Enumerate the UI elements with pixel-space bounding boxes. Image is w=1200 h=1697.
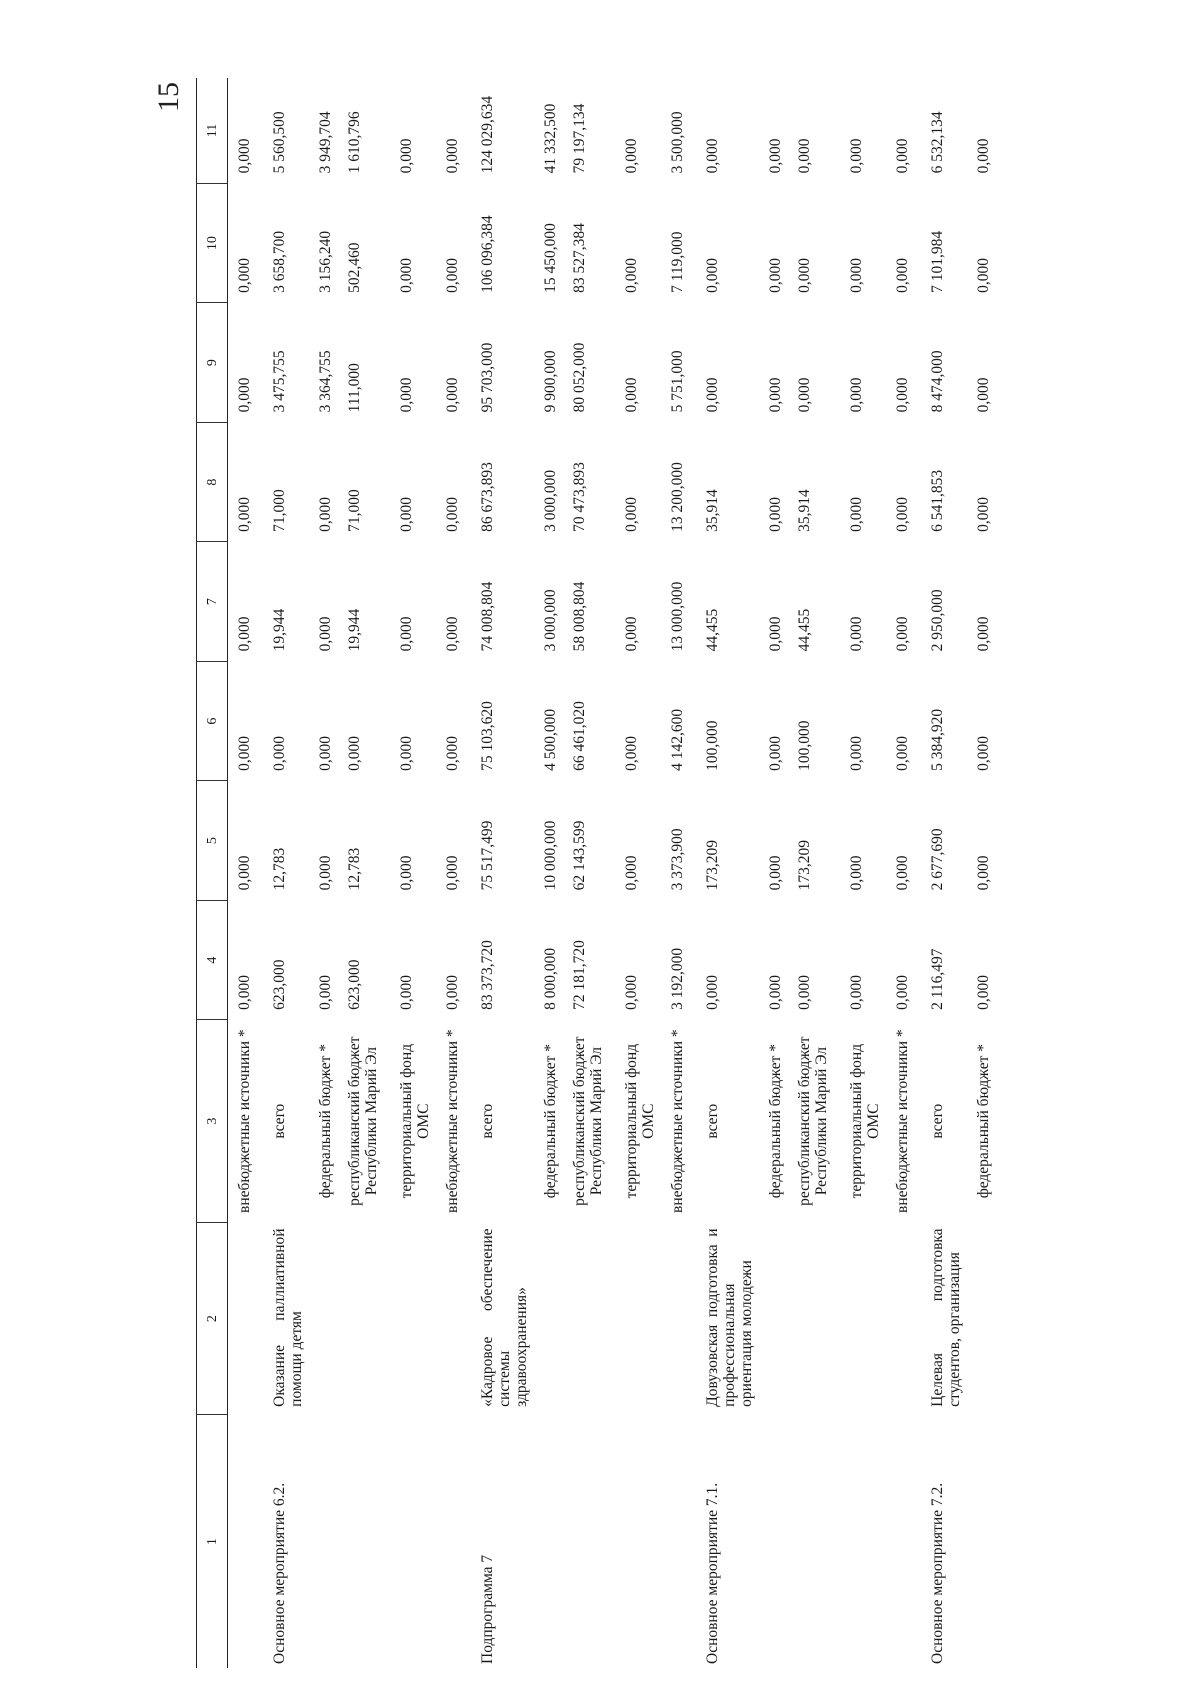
amount-cell: 83 527,384: [571, 223, 588, 293]
amount-cell: 0,000: [236, 377, 253, 413]
measure-description-cell: [967, 1222, 996, 1414]
amount-cell: 10 000,000: [542, 820, 559, 891]
amount-cell: 100,000: [704, 720, 721, 771]
column-header: 2: [197, 1222, 228, 1414]
amount-cell: 0,000: [236, 736, 253, 771]
funding-source-cell: республиканский бюджет Республики Марий Эл: [571, 1036, 605, 1206]
funding-source-cell: всего: [929, 1103, 946, 1139]
measure-description-cell: [228, 1222, 258, 1414]
amount-cell: 0,000: [444, 138, 461, 174]
amount-cell: 0,000: [704, 975, 721, 1010]
amount-cell: 80 052,000: [571, 342, 588, 413]
measure-description-cell: [788, 1222, 834, 1414]
amount-cell: 623,000: [346, 959, 363, 1010]
amount-cell: 106 096,384: [479, 215, 496, 293]
amount-cell: 0,000: [894, 497, 911, 532]
amount-cell: 13 200,000: [669, 462, 686, 532]
amount-cell: 0,000: [975, 497, 992, 532]
amount-cell: 0,000: [767, 855, 784, 891]
amount-cell: 0,000: [894, 377, 911, 413]
amount-cell: 0,000: [623, 616, 640, 652]
measure-description-cell: [436, 1222, 465, 1414]
amount-cell: 0,000: [704, 258, 721, 293]
amount-cell: 0,000: [398, 736, 415, 771]
measure-description-cell: Оказание паллиативной помощи детям: [271, 1228, 305, 1407]
amount-cell: 0,000: [623, 855, 640, 891]
amount-cell: 0,000: [767, 975, 784, 1010]
amount-cell: 0,000: [975, 616, 992, 652]
amount-cell: 0,000: [444, 497, 461, 532]
measure-name-cell: [436, 1415, 465, 1668]
column-header: 9: [197, 303, 228, 423]
budget-table: [196, 78, 996, 1668]
amount-cell: 0,000: [848, 497, 865, 532]
amount-cell: 100,000: [796, 720, 813, 771]
amount-cell: 124 029,634: [479, 95, 496, 174]
amount-cell: 0,000: [767, 138, 784, 174]
amount-cell: 74 008,804: [479, 581, 496, 652]
amount-cell: 95 703,000: [479, 342, 496, 413]
amount-cell: 0,000: [398, 497, 415, 532]
amount-cell: 75 517,499: [479, 820, 496, 891]
amount-cell: 41 332,500: [542, 103, 559, 174]
amount-cell: 7 119,000: [669, 231, 686, 293]
amount-cell: 0,000: [796, 258, 813, 293]
amount-cell: 0,000: [623, 736, 640, 771]
amount-cell: 2 677,690: [929, 828, 946, 891]
amount-cell: 0,000: [975, 138, 992, 174]
amount-cell: 0,000: [848, 377, 865, 413]
funding-source-cell: территориальный фонд ОМС: [848, 1043, 882, 1199]
amount-cell: 0,000: [796, 377, 813, 413]
amount-cell: 0,000: [975, 975, 992, 1010]
amount-cell: 5 384,920: [929, 708, 946, 771]
column-header: 8: [197, 422, 228, 542]
amount-cell: 0,000: [444, 377, 461, 413]
amount-cell: 62 143,599: [571, 820, 588, 891]
amount-cell: 0,000: [317, 616, 334, 652]
page-number: 15: [152, 82, 185, 112]
amount-cell: 8 000,000: [542, 947, 559, 1010]
measure-description-cell: [534, 1222, 563, 1414]
table-row: [228, 78, 258, 1668]
amount-cell: 3 192,000: [669, 947, 686, 1010]
funding-source-cell: федеральный бюджет *: [975, 1044, 992, 1199]
table-row: [309, 78, 338, 1668]
amount-cell: 0,000: [236, 258, 253, 293]
measure-description-cell: [759, 1222, 788, 1414]
amount-cell: 0,000: [346, 736, 363, 771]
amount-cell: 58 008,804: [571, 581, 588, 652]
amount-cell: 0,000: [444, 616, 461, 652]
amount-cell: 0,000: [398, 377, 415, 413]
amount-cell: 0,000: [623, 138, 640, 174]
column-header: 5: [197, 781, 228, 901]
funding-source-cell: республиканский бюджет Республики Марий Эл: [346, 1036, 380, 1206]
measure-description-cell: Целевая подготовка студентов, организация: [929, 1228, 963, 1407]
amount-cell: 0,000: [398, 975, 415, 1010]
amount-cell: 111,000: [346, 363, 363, 413]
funding-source-cell: всего: [271, 1103, 288, 1139]
amount-cell: 2 950,000: [929, 589, 946, 652]
measure-description-cell: «Кадровое обеспечение системы здравоохранения»: [479, 1228, 530, 1407]
amount-cell: 0,000: [317, 497, 334, 532]
amount-cell: 0,000: [767, 736, 784, 771]
amount-cell: 3 475,755: [271, 350, 288, 413]
measure-name-cell: Основное мероприятие 7.1.: [704, 1482, 721, 1664]
amount-cell: 0,000: [317, 855, 334, 891]
measure-name-cell: [338, 1415, 384, 1668]
amount-cell: 3 364,755: [317, 350, 334, 413]
amount-cell: 4 142,600: [669, 708, 686, 771]
amount-cell: 35,914: [704, 489, 721, 532]
funding-source-cell: территориальный фонд ОМС: [623, 1043, 657, 1199]
table-row: [534, 78, 563, 1668]
measure-description-cell: [338, 1222, 384, 1414]
amount-cell: 0,000: [767, 497, 784, 532]
amount-cell: 6 541,853: [929, 469, 946, 532]
table-row: [338, 78, 384, 1668]
table-row: [886, 78, 915, 1668]
header-row: [197, 78, 228, 1668]
table-row: [834, 78, 886, 1668]
amount-cell: 7 101,984: [929, 230, 946, 293]
measure-name-cell: Основное мероприятие 7.2.: [929, 1482, 946, 1664]
amount-cell: 2 116,497: [929, 948, 946, 1010]
table-row: [788, 78, 834, 1668]
amount-cell: 3 658,700: [271, 230, 288, 293]
table-row: [465, 78, 534, 1668]
funding-source-cell: федеральный бюджет *: [542, 1044, 559, 1199]
measure-name-cell: [563, 1415, 609, 1668]
amount-cell: 15 450,000: [542, 223, 559, 293]
amount-cell: 44,455: [796, 608, 813, 652]
amount-cell: 0,000: [444, 855, 461, 891]
table-row: [257, 78, 309, 1668]
amount-cell: 0,000: [398, 258, 415, 293]
funding-source-cell: внебюджетные источники *: [669, 1029, 686, 1213]
amount-cell: 12,783: [271, 847, 288, 891]
amount-cell: 0,000: [796, 138, 813, 174]
column-header: 10: [197, 183, 228, 303]
column-header: 3: [197, 1020, 228, 1223]
table-row: [690, 78, 759, 1668]
measure-name-cell: [534, 1415, 563, 1668]
measure-name-cell: [384, 1415, 436, 1668]
amount-cell: 0,000: [236, 975, 253, 1010]
amount-cell: 71,000: [346, 489, 363, 532]
amount-cell: 66 461,020: [571, 701, 588, 771]
measure-name-cell: [759, 1415, 788, 1668]
funding-source-cell: всего: [479, 1103, 496, 1139]
amount-cell: 0,000: [398, 855, 415, 891]
table-row: [609, 78, 661, 1668]
amount-cell: 0,000: [623, 497, 640, 532]
amount-cell: 0,000: [623, 975, 640, 1010]
amount-cell: 5 751,000: [669, 350, 686, 413]
funding-source-cell: внебюджетные источники *: [444, 1029, 461, 1213]
table-row: [759, 78, 788, 1668]
amount-cell: 3 000,000: [542, 589, 559, 652]
measure-name-cell: [309, 1415, 338, 1668]
amount-cell: 173,209: [796, 840, 813, 891]
amount-cell: 0,000: [848, 616, 865, 652]
amount-cell: 44,455: [704, 608, 721, 652]
amount-cell: 0,000: [317, 736, 334, 771]
amount-cell: 0,000: [894, 736, 911, 771]
amount-cell: 3 500,000: [669, 111, 686, 174]
amount-cell: 0,000: [236, 497, 253, 532]
amount-cell: 75 103,620: [479, 701, 496, 771]
amount-cell: 0,000: [975, 377, 992, 413]
amount-cell: 173,209: [704, 840, 721, 891]
amount-cell: 0,000: [236, 855, 253, 891]
amount-cell: 0,000: [398, 138, 415, 174]
funding-source-cell: республиканский бюджет Республики Марий Эл: [796, 1036, 830, 1206]
amount-cell: 3 156,240: [317, 230, 334, 293]
amount-cell: 0,000: [236, 616, 253, 652]
funding-source-cell: территориальный фонд ОМС: [398, 1043, 432, 1199]
amount-cell: 79 197,134: [571, 103, 588, 174]
amount-cell: 0,000: [704, 138, 721, 174]
column-header: 7: [197, 542, 228, 662]
measure-name-cell: Подпрограмма 7: [479, 1554, 496, 1664]
amount-cell: 0,000: [975, 855, 992, 891]
measure-description-cell: [309, 1222, 338, 1414]
amount-cell: 0,000: [848, 258, 865, 293]
column-header: 1: [197, 1415, 228, 1668]
measure-description-cell: [384, 1222, 436, 1414]
table-row: [661, 78, 690, 1668]
measure-name-cell: [886, 1415, 915, 1668]
amount-cell: 0,000: [975, 258, 992, 293]
amount-cell: 0,000: [894, 975, 911, 1010]
amount-cell: 0,000: [848, 138, 865, 174]
amount-cell: 0,000: [444, 258, 461, 293]
table-row: [967, 78, 996, 1668]
funding-source-cell: федеральный бюджет *: [767, 1044, 784, 1199]
measure-description-cell: [609, 1222, 661, 1414]
amount-cell: 0,000: [317, 975, 334, 1010]
column-header: 11: [197, 78, 228, 183]
amount-cell: 8 474,000: [929, 350, 946, 413]
amount-cell: 12,783: [346, 847, 363, 891]
table-row: [563, 78, 609, 1668]
measure-description-cell: [563, 1222, 609, 1414]
measure-name-cell: [609, 1415, 661, 1668]
column-header: 4: [197, 900, 228, 1020]
table-row: [915, 78, 967, 1668]
measure-name-cell: [228, 1415, 258, 1668]
amount-cell: 5 560,500: [271, 111, 288, 174]
amount-cell: 6 532,134: [929, 111, 946, 174]
amount-cell: 83 373,720: [479, 940, 496, 1010]
table-row: [384, 78, 436, 1668]
table-body: [228, 78, 997, 1668]
measure-description-cell: [661, 1222, 690, 1414]
amount-cell: 71,000: [271, 489, 288, 532]
amount-cell: 0,000: [236, 138, 253, 174]
amount-cell: 0,000: [894, 616, 911, 652]
amount-cell: 0,000: [975, 736, 992, 771]
measure-name-cell: [834, 1415, 886, 1668]
amount-cell: 0,000: [767, 258, 784, 293]
amount-cell: 0,000: [444, 736, 461, 771]
amount-cell: 0,000: [767, 377, 784, 413]
funding-source-cell: федеральный бюджет *: [317, 1044, 334, 1199]
amount-cell: 35,914: [796, 489, 813, 532]
amount-cell: 3 000,000: [542, 469, 559, 532]
funding-source-cell: внебюджетные источники *: [236, 1029, 253, 1213]
amount-cell: 3 373,900: [669, 828, 686, 891]
amount-cell: 13 000,000: [669, 581, 686, 652]
amount-cell: 0,000: [894, 258, 911, 293]
funding-source-cell: внебюджетные источники *: [894, 1029, 911, 1213]
amount-cell: 0,000: [796, 975, 813, 1010]
amount-cell: 0,000: [848, 736, 865, 771]
measure-name-cell: [788, 1415, 834, 1668]
measure-description-cell: [886, 1222, 915, 1414]
amount-cell: 19,944: [346, 608, 363, 652]
amount-cell: 4 500,000: [542, 708, 559, 771]
rotated-table-container: [196, 78, 1096, 1668]
measure-name-cell: [661, 1415, 690, 1668]
amount-cell: 0,000: [894, 138, 911, 174]
amount-cell: 0,000: [894, 855, 911, 891]
amount-cell: 0,000: [848, 975, 865, 1010]
amount-cell: 9 900,000: [542, 350, 559, 413]
amount-cell: 0,000: [767, 616, 784, 652]
amount-cell: 0,000: [623, 377, 640, 413]
amount-cell: 1 610,796: [346, 111, 363, 174]
amount-cell: 86 673,893: [479, 462, 496, 532]
amount-cell: 0,000: [704, 377, 721, 413]
measure-description-cell: Довузовская подготовка и профессиональная ориентация молодежи: [704, 1228, 755, 1407]
amount-cell: 19,944: [271, 608, 288, 652]
measure-name-cell: [967, 1415, 996, 1668]
table-row: [436, 78, 465, 1668]
amount-cell: 623,000: [271, 959, 288, 1010]
amount-cell: 0,000: [444, 975, 461, 1010]
amount-cell: 0,000: [271, 736, 288, 771]
funding-source-cell: всего: [704, 1103, 721, 1139]
amount-cell: 0,000: [623, 258, 640, 293]
amount-cell: 72 181,720: [571, 940, 588, 1010]
amount-cell: 0,000: [848, 855, 865, 891]
amount-cell: 3 949,704: [317, 111, 334, 174]
measure-description-cell: [834, 1222, 886, 1414]
measure-name-cell: Основное мероприятие 6.2.: [271, 1482, 288, 1664]
column-header: 6: [197, 661, 228, 781]
amount-cell: 0,000: [398, 616, 415, 652]
amount-cell: 70 473,893: [571, 462, 588, 532]
amount-cell: 502,460: [346, 242, 363, 293]
